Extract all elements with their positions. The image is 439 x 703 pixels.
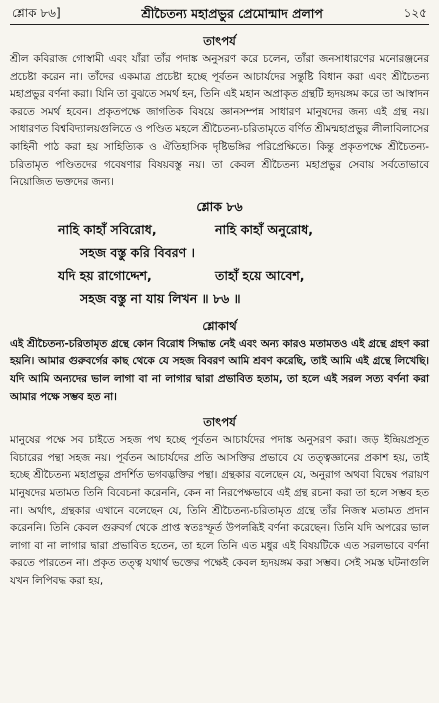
verse-line-3-left: যদি হয় রাগোদ্দেশ, [58, 267, 152, 283]
verse-line-3-right: তাহাঁ হয়ে আবেশ, [215, 267, 305, 283]
verse-line-2: সহজ বস্তু করি বিবরণ । [80, 244, 195, 260]
purport-heading: তাৎপর্য [203, 34, 236, 48]
purport-paragraph-2: মানুষের পক্ষে সব চাইতে সহজ পথ হচ্ছে পূর্বতন আচার্যদের পদাঙ্ক অনুসরণ করা। জড় ইন্দ্রিয়প্রসূত বিচারের পন্থা সহজ নয়। পূর্বতন আচার্যদের প্রতি আসক্তির প্রভাবে যে তত্ত্বজ্ঞানের প্রকাশ হয়, তাই হচ্ছে শ্রীচৈতন্য মহাপ্রভুর প্রদর্শিত ভগবদ্ভক্তির পন্থা। গ্রন্থকার বলেছেন যে, অনুরাগ অথবা বিদ্বেষ পরায়ণ মানুষদের মতামত তিনি বিবেচনা করেননি, কেন না নিরপেক্ষভাবে এই গ্রন্থ রচনা করা তা হলে সম্ভব হত না। অর্থাৎ, গ্রন্থকার এখানে বলেছেন যে, তিনি শ্রীচৈতন্য-চরিতামৃত গ্রন্থে তাঁর নিজস্ব মতামত প্রদান করেননি। তিনি কেবল গুরুবর্গ থেকে প্রাপ্ত স্বতঃস্ফূর্ত উপলব্ধিই বর্ণনা করেছেন। তিনি যদি অপরের ভাল লাগা বা না লাগার দ্বারা প্রভাবিত হতেন, তা হলে তিনি এত মধুর এই বিষয়টিকে এত সরলভাবে বর্ণনা করতে পারতেন না। প্রকৃত তত্ত্ব যথার্থ ভক্তের পক্ষেই কেবল হৃদয়ঙ্গম করা সম্ভব। সেই সমস্ত ঘটনাগুলি যখন লিপিবদ্ধ করা হয়, [10, 434, 429, 587]
verse-reference: শ্লোক ৮৬] [12, 6, 61, 20]
translation-paragraph: এই শ্রীচৈতন্য-চরিতামৃত গ্রন্থে কোন বিরোধ সিদ্ধান্ত নেই এবং অন্য কারও মতামতও এই গ্রন্থে গ্রহণ করা হয়নি। আমার গুরুবর্গের কাছ থেকে যে সহজ বিবরণ আমি শ্রবণ করেছি, তাই আমি এই গ্রন্থে লিখেছি। যদি আমি অন্যদের ভাল লাগা বা না লাগার দ্বারা প্রভাবিত হতাম, তা হলে এই সরল সত্য বর্ণনা করা আমার পক্ষে সম্ভব হত না। [10, 337, 429, 403]
verse-line-1-right: নাহি কাহাঁ অনুরোধ, [215, 221, 314, 237]
purport-heading-2: তাৎপর্য [203, 415, 236, 430]
running-header [10, 6, 429, 25]
purport-paragraph: শ্রীল কবিরাজ গোস্বামী এবং যাঁরা তাঁর পদাঙ্ক অনুসরণ করে চলেন, তাঁরা জনসাধারণের মনোরঞ্জনের প্রচেষ্টা করেন না। তাঁদের একমাত্র প্রচেষ্টা হচ্ছে পূর্বতন আচার্যদের সন্তুষ্টি বিধান করা এবং শ্রীচৈতন্য মহাপ্রভুর বর্ণনা করা। যিনি তা বুঝতে সমর্থ হন, তিনি এই মহান অপ্রাকৃত গ্রন্থটি হৃদয়ঙ্গম করে তা আস্বাদন করতে সমর্থ হবেন। প্রকৃতপক্ষে জাগতিক বিষয়ে জ্ঞানসম্পন্ন সাধারণ মানুষদের জন্য এই গ্রন্থ নয়। সাধারণত বিশ্ববিদ্যালয়গুলিতে ও পণ্ডিত মহলে শ্রীচৈতন্য-চরিতামৃতে বর্ণিত শ্রীমন্মহাপ্রভুর লীলাবিলাসের কাহিনী পাঠ করা হয় সাহিত্যিক ও ঐতিহাসিক দৃষ্টিভঙ্গির পরিপ্রেক্ষিতে। কিন্তু প্রকৃতপক্ষে শ্রীচৈতন্য-চরিতামৃত পণ্ডিতদের গবেষণার বিষয়বস্তু নয়। তা কেবল শ্রীচৈতন্য মহাপ্রভুর সেবায় সর্বতোভাবে নিয়োজিত ভক্তদের জন্য। [10, 53, 429, 189]
page-number: ১২৫ [403, 6, 427, 20]
verse-line-4: সহজ বস্তু না যায় লিখন ॥ ৮৬ ॥ [80, 290, 241, 306]
chapter-title: শ্রীচৈতন্য মহাপ্রভুর প্রেমোন্মাদ প্রলাপ [141, 6, 323, 21]
verse-title: শ্লোক ৮৬ [196, 198, 243, 214]
translation-heading: শ্লোকার্থ [202, 318, 237, 333]
verse-text [10, 218, 429, 310]
verse-line-1-left: নাহি কাহাঁ সবিরোধ, [58, 221, 157, 237]
